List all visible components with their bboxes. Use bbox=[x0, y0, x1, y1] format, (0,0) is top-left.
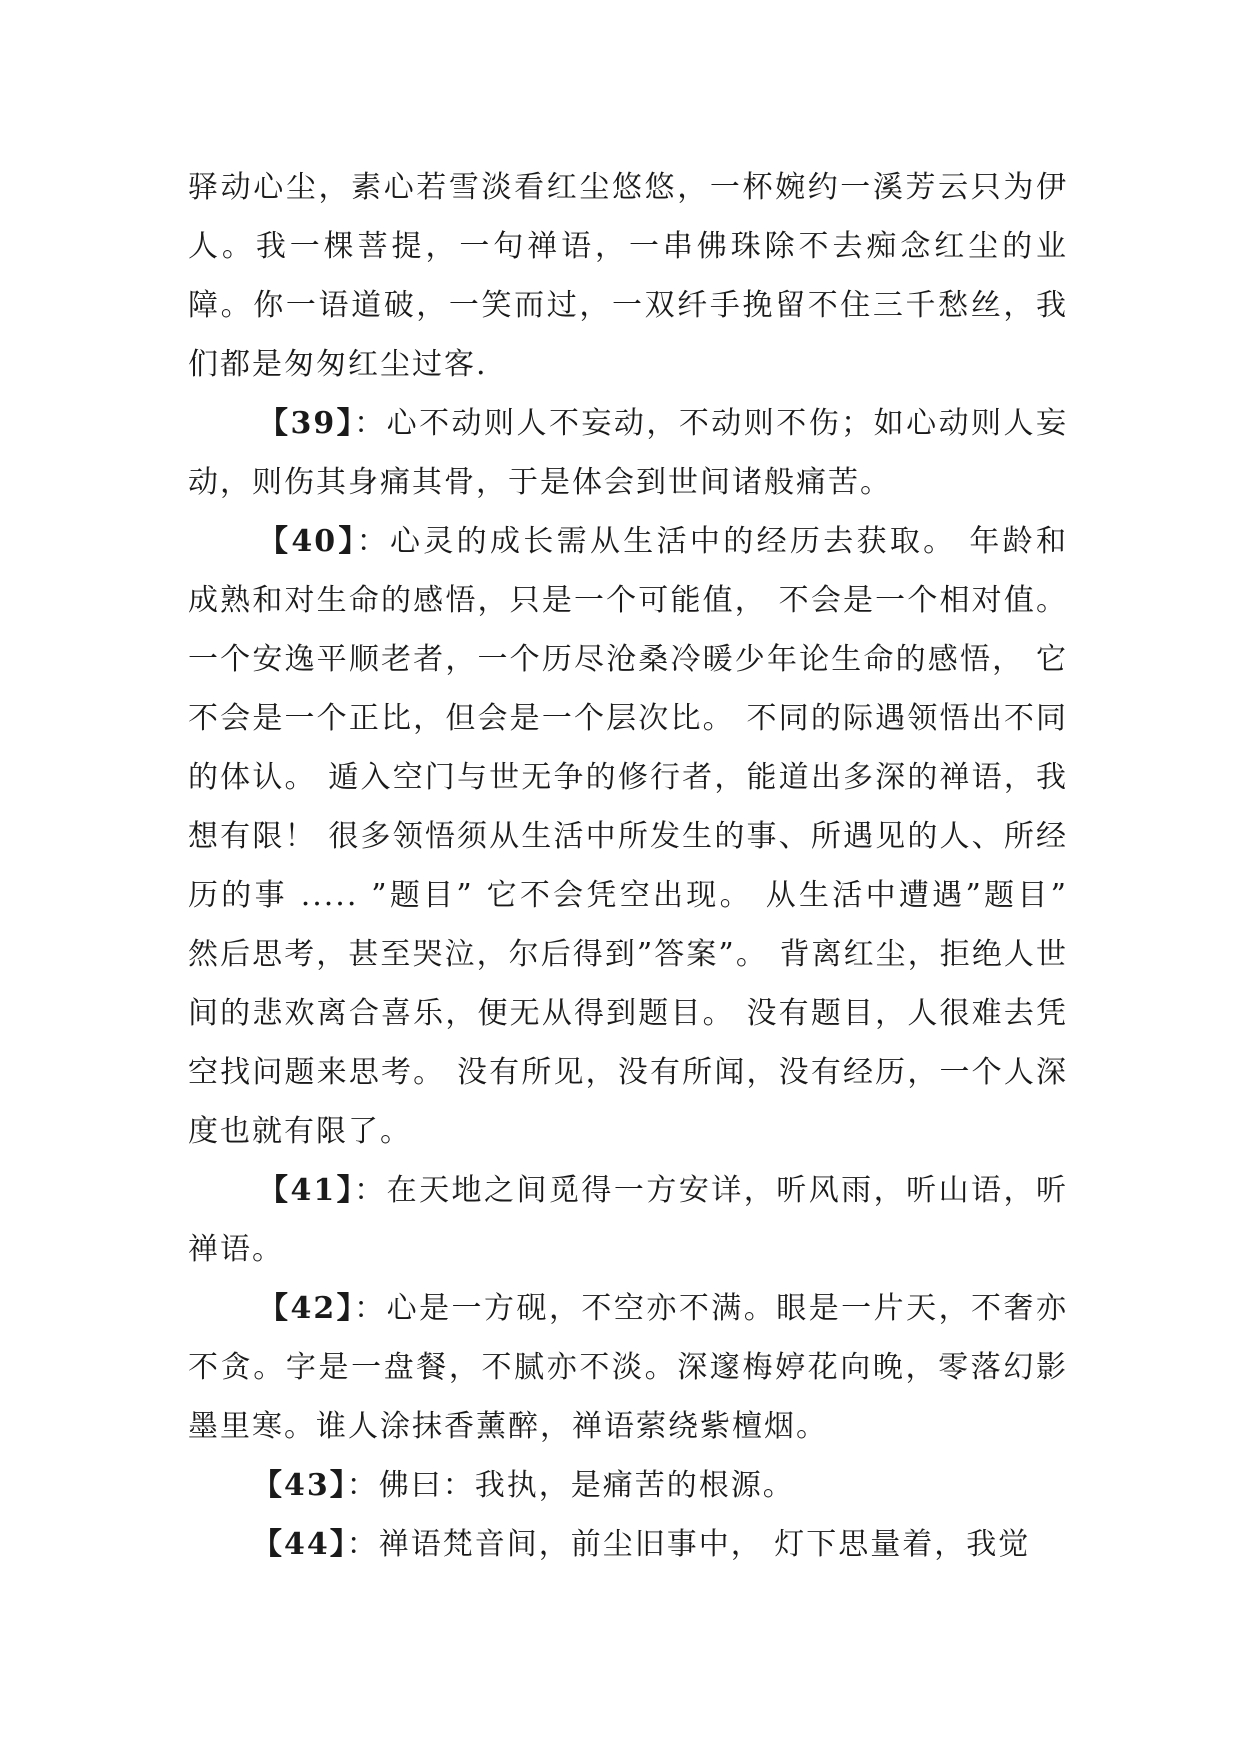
paragraph-entry-42 bbox=[188, 1279, 1068, 1456]
paragraph-entry-39 bbox=[188, 394, 1068, 512]
paragraph-text: ：佛曰：我执，是痛苦的根源。 bbox=[346, 1468, 795, 1503]
entry-number: 【39】 bbox=[258, 406, 355, 441]
paragraph-text: ：心不动则人不妄动，不动则不伤；如心动则人妄动，则伤其身痛其骨，于是体会到世间诸般痛苦。 bbox=[188, 406, 1068, 500]
paragraph-text: ：心灵的成长需从生活中的经历去获取。 年龄和成熟和对生命的感悟，只是一个可能值， 不会是一个相对值。 一个安逸平顺老者，一个历尽沧桑冷暖少年论生命的感悟， 它不会是一个正比，但会是一个层次比。 不同的际遇领悟出不同的体认。 遁入空门与世无争的修行者，能道出多深的禅语，我想有限！ 很多领悟须从生活中所发生的事、所遇见的人、所经历的事 ..... ”题目” 它不会凭空出现。 从生活中遭遇”题目” 然后思考，甚至哭泣，尔后得到”答案”。 背离红尘，拒绝人世间的悲欢离合喜乐，便无从得到题目。 没有题目，人很难去凭空找问题来思考。 没有所见，没有所闻，没有经历，一个人深度也就有限了。 bbox=[188, 524, 1068, 1149]
paragraph-entry-44 bbox=[188, 1515, 1068, 1574]
paragraph-entry-40 bbox=[188, 512, 1068, 1161]
entry-number: 【43】 bbox=[252, 1468, 347, 1503]
paragraph-entry-41 bbox=[188, 1161, 1068, 1279]
paragraph-text: ：在天地之间觅得一方安详，听风雨，听山语，听禅语。 bbox=[188, 1173, 1068, 1267]
paragraph-text: 驿动心尘，素心若雪淡看红尘悠悠，一杯婉约一溪芳云只为伊人。我一棵菩提，一句禅语，一串佛珠除不去痴念红尘的业障。你一语道破，一笑而过，一双纤手挽留不住三千愁丝，我们都是匆匆红尘过客. bbox=[188, 170, 1068, 382]
paragraph-text: ：心是一方砚，不空亦不满。眼是一片天，不奢亦不贪。字是一盘餐，不腻亦不淡。深邃梅婷花向晚，零落幻影墨里寒。谁人涂抹香薰醉，禅语萦绕紫檀烟。 bbox=[188, 1291, 1068, 1444]
entry-number: 【44】 bbox=[252, 1527, 347, 1562]
entry-number: 【40】 bbox=[258, 524, 357, 559]
document-body bbox=[188, 158, 1068, 1574]
paragraph-text: ：禅语梵音间，前尘旧事中， 灯下思量着，我觉 bbox=[346, 1527, 1031, 1562]
paragraph-entry-43 bbox=[188, 1456, 1068, 1515]
entry-number: 【41】 bbox=[258, 1173, 355, 1208]
paragraph-continuation bbox=[188, 158, 1068, 394]
entry-number: 【42】 bbox=[258, 1291, 355, 1326]
